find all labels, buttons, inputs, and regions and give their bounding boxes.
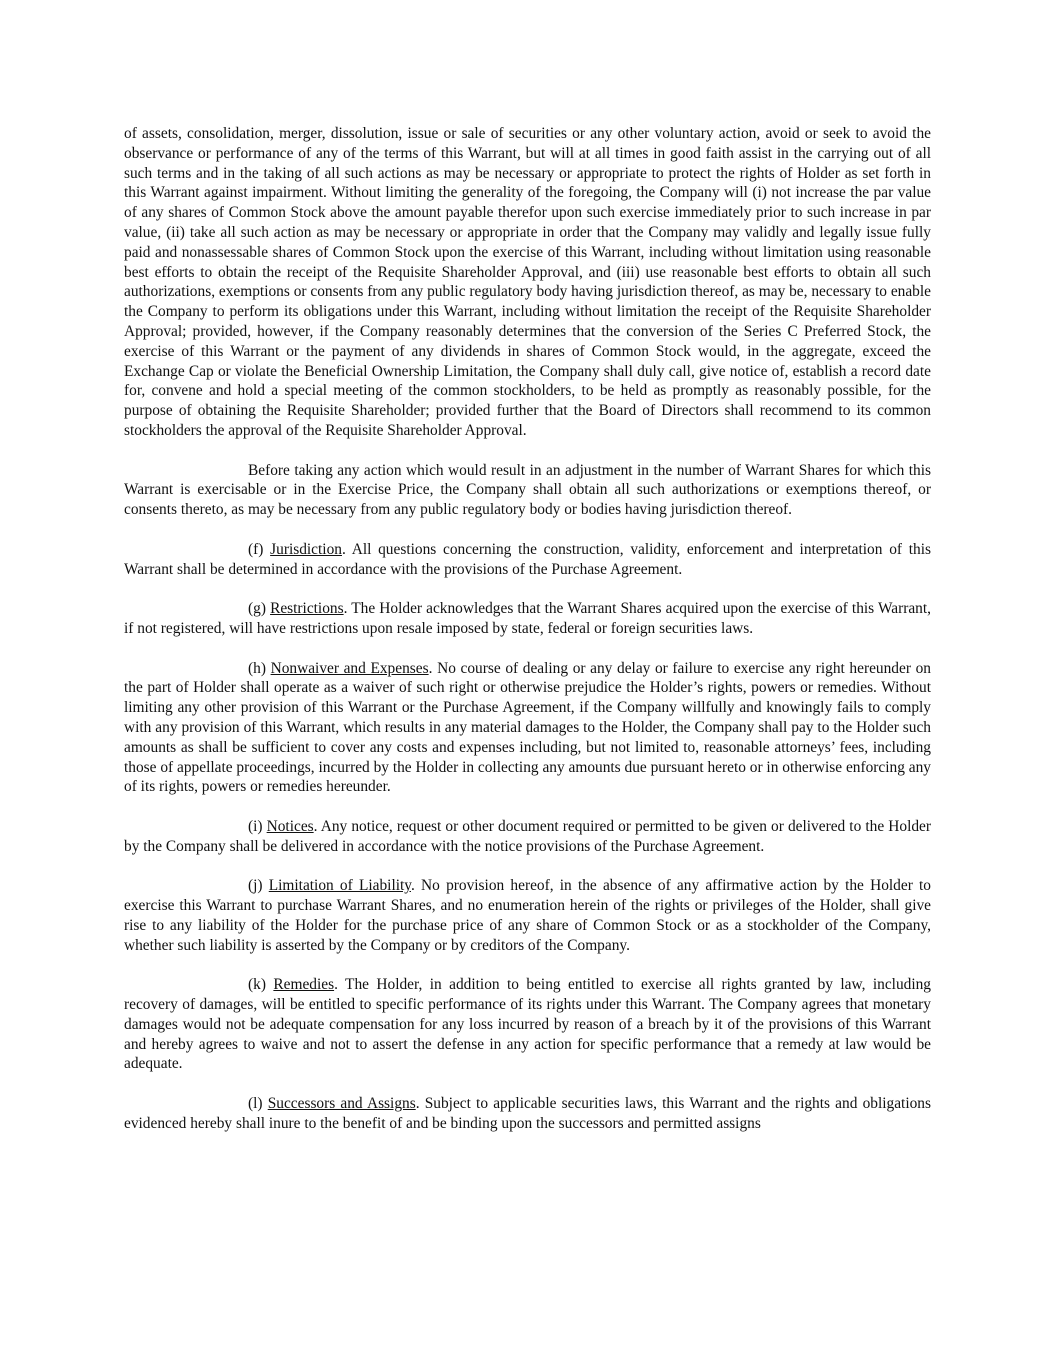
section-body: . The Holder acknowledges that the Warrant Shares acquired upon the exercise of this Warrant, if not registered, will have restrictions upon resale imposed by state, federal or foreign securities laws. bbox=[124, 600, 931, 637]
section-heading: Nonwaiver and Expenses bbox=[270, 659, 429, 677]
continuation-paragraph: of assets, consolidation, merger, dissolution, issue or sale of securities or any other voluntary action, avoid or seek to avoid the observance or performance of any of the terms of this Warrant, but will at all times in good faith assist in the carrying out of all such terms and in the taking of all such actions as may be necessary or appropriate to protect the rights of Holder as set forth in this Warrant against impairment. Without limiting the generality of the foregoing, the Company will (i) not increase the par value of any shares of Common Stock above the amount payable therefor upon such exercise immediately prior to such increase in par value, (ii) take all such action as may be necessary or appropriate in order that the Company may validly and legally issue fully paid and nonassessable shares of Common Stock upon the exercise of this Warrant, including without limitation using reasonable best efforts to obtain the receipt of the Requisite Shareholder Approval, and (iii) use reasonable best efforts to obtain all such authorizations, exemptions or consents from any public regulatory body having jurisdiction thereof, as may be, necessary to enable the Company to perform its obligations under this Warrant, including without limitation the receipt of the Requisite Shareholder Approval; provided, however, if the Company reasonably determines that the conversion of the Series C Preferred Stock, the exercise of this Warrant or the payment of any dividends in shares of Common Stock would, in the aggregate, exceed the Exchange Cap or violate the Beneficial Ownership Limitation, the Company shall duly call, give notice of, establish a record date for, convene and hold a special meeting of the common stockholders, to be held as promptly as reasonably possible, for the purpose of obtaining the Requisite Shareholder; provided further that the Board of Directors shall recommend to its common stockholders the approval of the Requisite Shareholder Approval. bbox=[124, 125, 931, 439]
section-label: (l) bbox=[248, 1095, 263, 1113]
before-action-paragraph: Before taking any action which would result in an adjustment in the number of Warrant Shares for which this Warrant is exercisable or in the Exercise Price, the Company shall obtain all such authorizations or exemptions thereof, or consents thereto, as may be necessary from any public regulatory body or bodies having jurisdiction thereof. bbox=[124, 461, 931, 519]
section-k-remedies bbox=[124, 975, 931, 1074]
section-label: (g) bbox=[248, 600, 266, 618]
section-heading: Remedies bbox=[273, 976, 335, 994]
section-g-restrictions bbox=[124, 599, 931, 639]
document-page bbox=[124, 124, 931, 1153]
section-body: . The Holder, in addition to being entitled to exercise all rights granted by law, including recovery of damages, will be entitled to specific performance of its rights under this Warrant. The Company agrees that monetary damages would not be adequate compensation for any loss incurred by reason of a breach by it of the provisions of this Warrant and hereby agrees to waive and not to assert the defense in any action for specific performance that a remedy at law would be adequate. bbox=[124, 976, 931, 1073]
section-heading: Successors and Assigns bbox=[267, 1095, 416, 1113]
section-heading: Restrictions bbox=[270, 600, 344, 618]
section-f-jurisdiction bbox=[124, 540, 931, 580]
section-label: (i) bbox=[248, 817, 263, 835]
section-i-notices bbox=[124, 817, 931, 857]
section-label: (f) bbox=[248, 540, 264, 558]
section-h-nonwaiver-and-expenses bbox=[124, 659, 931, 798]
section-body: . Subject to applicable securities laws, this Warrant and the rights and obligations evidenced hereby shall inure to the benefit of and be binding upon the successors and permitted assigns bbox=[124, 1095, 931, 1132]
section-l-successors-and-assigns bbox=[124, 1094, 931, 1134]
section-j-limitation-of-liability bbox=[124, 876, 931, 955]
section-label: (k) bbox=[248, 976, 266, 994]
section-body: . No course of dealing or any delay or failure to exercise any right hereunder on the part of Holder shall operate as a waiver of such right or otherwise prejudice the Holder’s rights, powers or remedies. Without limiting any other provision of this Warrant or the Purchase Agreement, if the Company willfully and knowingly fails to comply with any provision of this Warrant, which results in any material damages to the Holder, the Company shall pay to the Holder such amounts as shall be sufficient to cover any costs and expenses including, but not limited to, reasonable attorneys’ fees, including those of appellate proceedings, incurred by the Holder in collecting any amounts due pursuant hereto or in otherwise enforcing any of its rights, powers or remedies hereunder. bbox=[124, 659, 931, 796]
section-heading: Notices bbox=[266, 817, 314, 835]
section-body: . Any notice, request or other document required or permitted to be given or delivered to the Holder by the Company shall be delivered in accordance with the notice provisions of the Purchase Agreement. bbox=[124, 817, 931, 855]
section-label: (h) bbox=[248, 659, 266, 677]
section-body: . No provision hereof, in the absence of any affirmative action by the Holder to exercise this Warrant to purchase Warrant Shares, and no enumeration herein of the rights or privileges of the Holder, shall give rise to any liability of the Holder for the purchase price of any share of Common Stock or as a stockholder of the Company, whether such liability is asserted by the Company or by creditors of the Company. bbox=[124, 877, 931, 954]
section-heading: Jurisdiction bbox=[270, 540, 342, 558]
section-label: (j) bbox=[248, 877, 263, 895]
section-body: . All questions concerning the construction, validity, enforcement and interpretation of this Warrant shall be determined in accordance with the provisions of the Purchase Agreement. bbox=[124, 540, 931, 578]
section-heading: Limitation of Liability bbox=[268, 877, 411, 895]
